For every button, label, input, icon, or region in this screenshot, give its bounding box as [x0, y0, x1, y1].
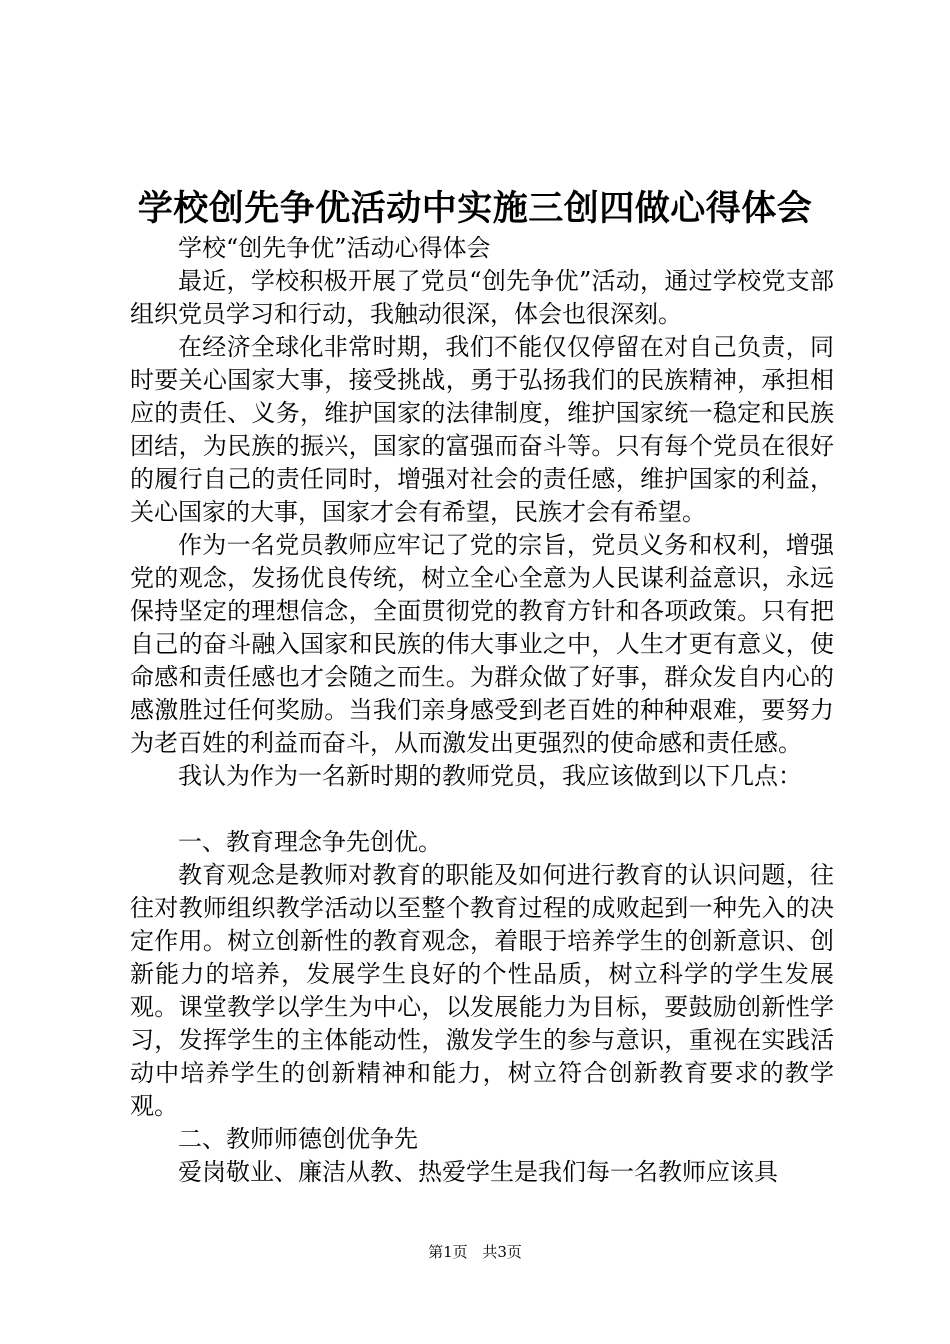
body-paragraph: 爱岗敬业、廉洁从教、热爱学生是我们每一名教师应该具 [178, 1158, 778, 1186]
document-body [130, 232, 834, 1189]
page-number: 第1页 [428, 1243, 468, 1261]
body-paragraph: 我认为作为一名新时期的教师党员，我应该做到以下几点： [178, 762, 802, 790]
document-title: 学校创先争优活动中实施三创四做心得体会 [137, 188, 813, 229]
page-total: 共3页 [482, 1243, 522, 1261]
body-paragraph: 教育观念是教师对教育的职能及如何进行教育的认识问题，往往对教师组织教学活动以至整个教育过程的成败起到一种先入的决定作用。树立创新性的教育观念，着眼于培养学生的创新意识、创新能力的培养，发展学生良好的个性品质，树立科学的学生发展观。课堂教学以学生为中心，以发展能力为目标，要鼓励创新性学习，发挥学生的主体能动性，激发学生的参与意识，重视在实践活动中培养学生的创新精神和能力，树立符合创新教育要求的教学观。 [130, 861, 834, 1120]
page-footer [0, 1242, 950, 1262]
section-heading: 一、教育理念争先创优。 [178, 828, 442, 856]
body-paragraph: 在经济全球化非常时期，我们不能仅仅停留在对自己负责，同时要关心国家大事，接受挑战，勇于弘扬我们的民族精神，承担相应的责任、义务，维护国家的法律制度，维护国家统一稳定和民族团结，为民族的振兴，国家的富强而奋斗等。只有每个党员在很好的履行自己的责任同时，增强对社会的责任感，维护国家的利益，关心国家的大事，国家才会有希望，民族才会有希望。 [130, 333, 834, 526]
subtitle-paragraph: 学校“创先争优”活动心得体会 [178, 234, 491, 262]
body-paragraph: 最近，学校积极开展了党员“创先争优”活动，通过学校党支部组织党员学习和行动，我触动很深，体会也很深刻。 [130, 267, 834, 328]
body-paragraph: 作为一名党员教师应牢记了党的宗旨，党员义务和权利，增强党的观念，发扬优良传统，树立全心全意为人民谋利益意识，永远保持坚定的理想信念，全面贯彻党的教育方针和各项政策。只有把自己的奋斗融入国家和民族的伟大事业之中，人生才更有意义，使命感和责任感也才会随之而生。为群众做了好事，群众发自内心的感激胜过任何奖励。当我们亲身感受到老百姓的种种艰难，要努力为老百姓的利益而奋斗，从而激发出更强烈的使命感和责任感。 [130, 531, 834, 757]
section-heading: 二、教师师德创优争先 [178, 1125, 418, 1153]
